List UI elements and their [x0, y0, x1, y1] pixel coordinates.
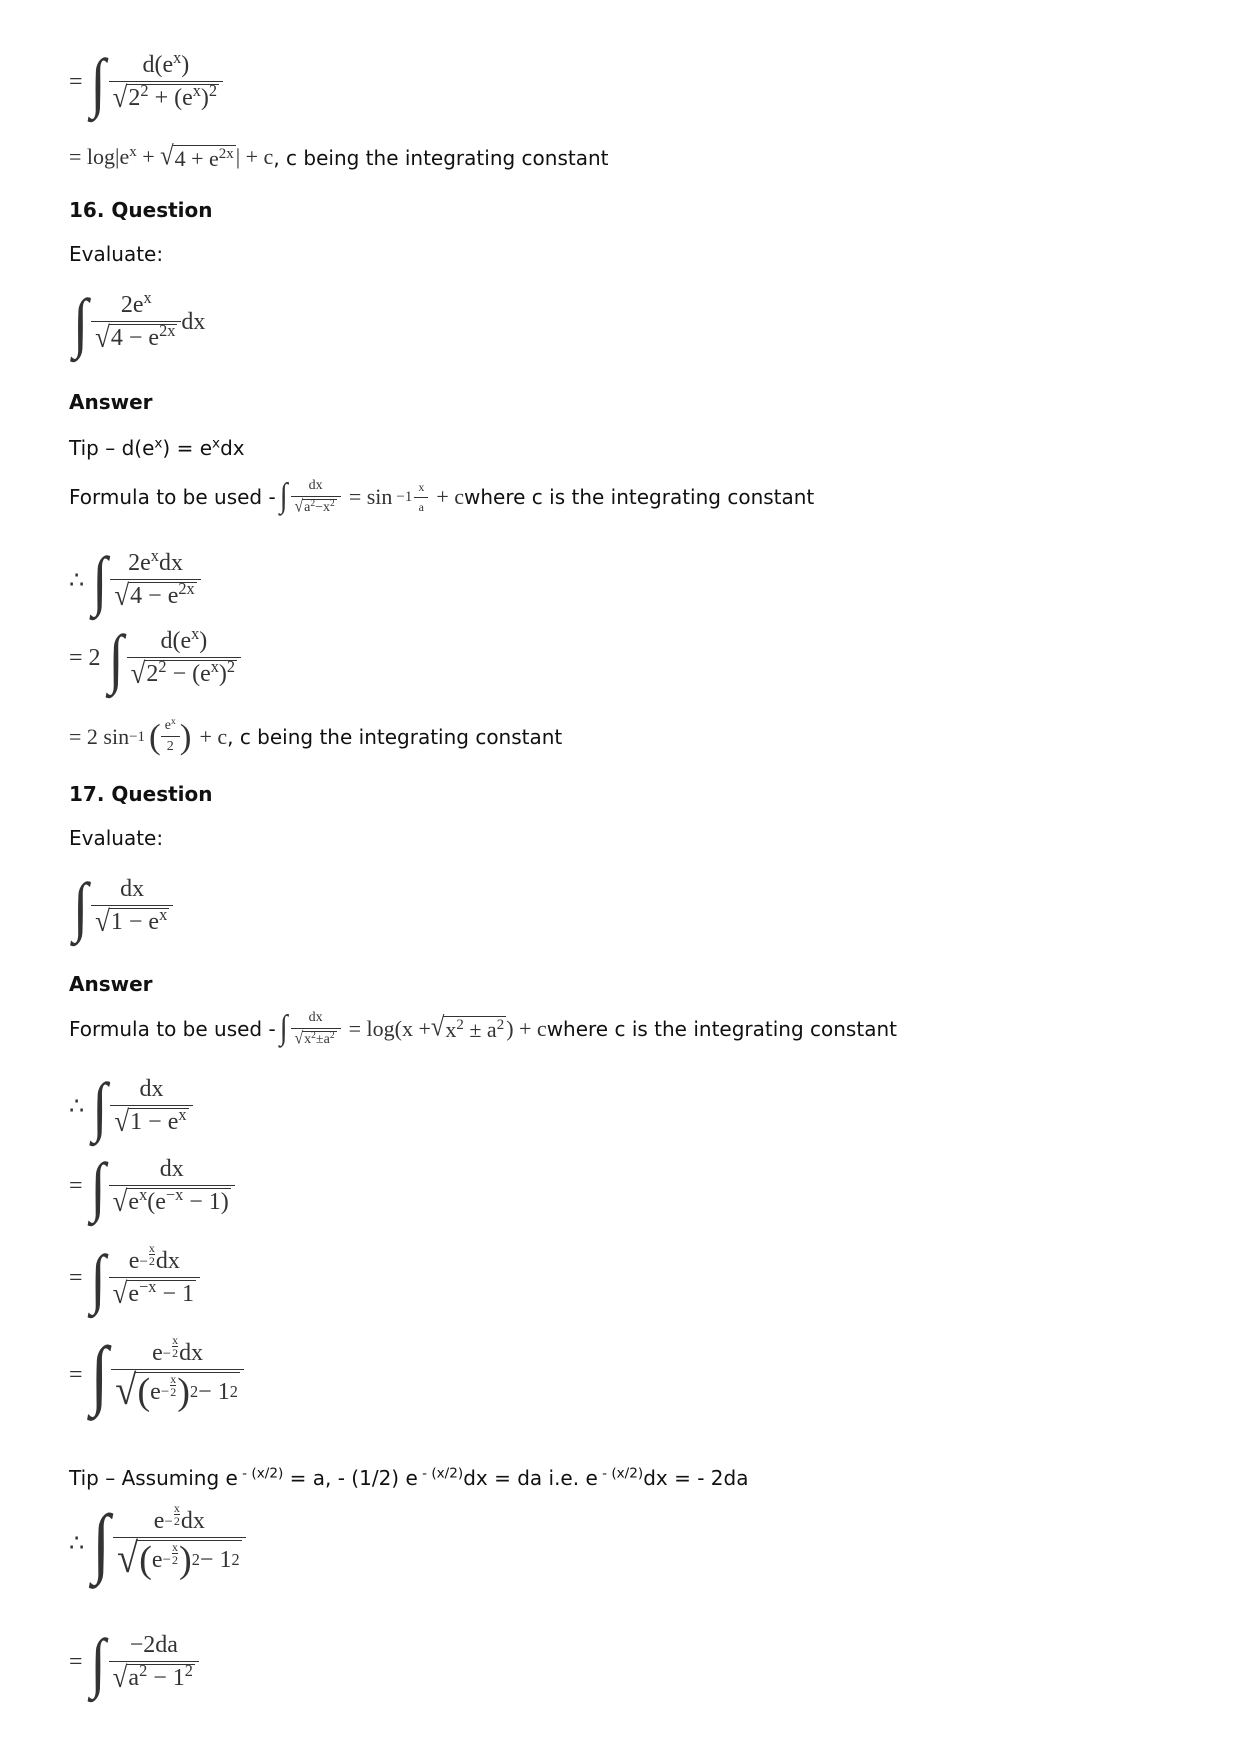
question-17-step1: ∴ ∫ dx √ $1 - e^x$	[69, 1076, 193, 1137]
question-17-answer-label: Answer	[69, 972, 153, 996]
question-16-step3: = 2 sin −1 ( $\frac{e^x}{2}$ ) + c , c being the integrating constant	[69, 716, 563, 756]
integral-sign: ∫	[73, 285, 89, 359]
question-17-expression: ∫ dx √ $1 - e^x$	[69, 876, 173, 937]
equation-top-line2	[69, 141, 609, 172]
question-17-tip: Tip – Assuming e $^{- (x/2)}$ = a, - (1/2) e $^{- (x/2)}$dx = da i.e. e $^{- (x/2)}$dx = - 2da	[69, 1465, 749, 1490]
question-16-prompt: Evaluate:	[69, 242, 164, 266]
question-16-expression: ∫ $2e^x$ √ $4 - e^{2x}$ dx	[73, 285, 206, 359]
numerator: $d(e^x)$	[142, 48, 190, 78]
result-expression: = $\log|e^x$ + √ $4 + e^{2x}$ | + c	[69, 141, 274, 172]
question-16-answer-label: Answer	[69, 390, 153, 414]
question-17-prompt: Evaluate:	[69, 826, 164, 850]
question-17-step4: = ∫ e − $\frac{x}{2}$ dx √ ( e − $\frac{x}{2}$ ) 2 − 1 2	[69, 1340, 244, 1411]
question-16-heading: 16. Question	[69, 198, 213, 222]
integral-sign: ∫	[90, 45, 106, 119]
fraction	[109, 48, 223, 114]
equation-top-line1	[69, 45, 223, 119]
question-17-formula: Formula to be used - ∫ dx √ $x^2\pm a^2$ = log(x + √ $x^2 \pm a^2$ ) + c where c is the integrating constant	[69, 1009, 897, 1048]
question-17-step3: = ∫ e − $\frac{x}{2}$ dx √ $e^{-x} - 1$	[69, 1248, 200, 1309]
question-17-step2: = ∫ dx √ $e^x(e^{-x} - 1)$	[69, 1156, 235, 1217]
denominator: √ $2^2 + (e^x)^2$	[112, 80, 218, 114]
question-16-tip: Tip – $d(e^x) = e^xdx$	[69, 435, 245, 460]
question-16-formula: Formula to be used - ∫ dx √ $a^2-x^2$ = sin −1 $\frac{x}{a}$ + c where c is the integrating constant	[69, 477, 815, 516]
question-17-heading: 17. Question	[69, 782, 213, 806]
equals-sign: =	[69, 69, 83, 95]
question-17-step6: = ∫ −2da √ $a^2 - 1^2$	[69, 1632, 199, 1693]
question-16-step2: = 2 ∫ $d(e^x)$ √ $2^2 - (e^x)^2$	[69, 628, 241, 689]
constant-note: , c being the integrating constant	[273, 146, 609, 170]
question-17-step5: ∴ ∫ e − $\frac{x}{2}$ dx √ ( e − $\frac{x}{2}$ ) 2 − 1 2	[69, 1508, 246, 1579]
question-16-step1: ∴ ∫ $2e^xdx$ √ $4 - e^{2x}$	[69, 550, 201, 611]
